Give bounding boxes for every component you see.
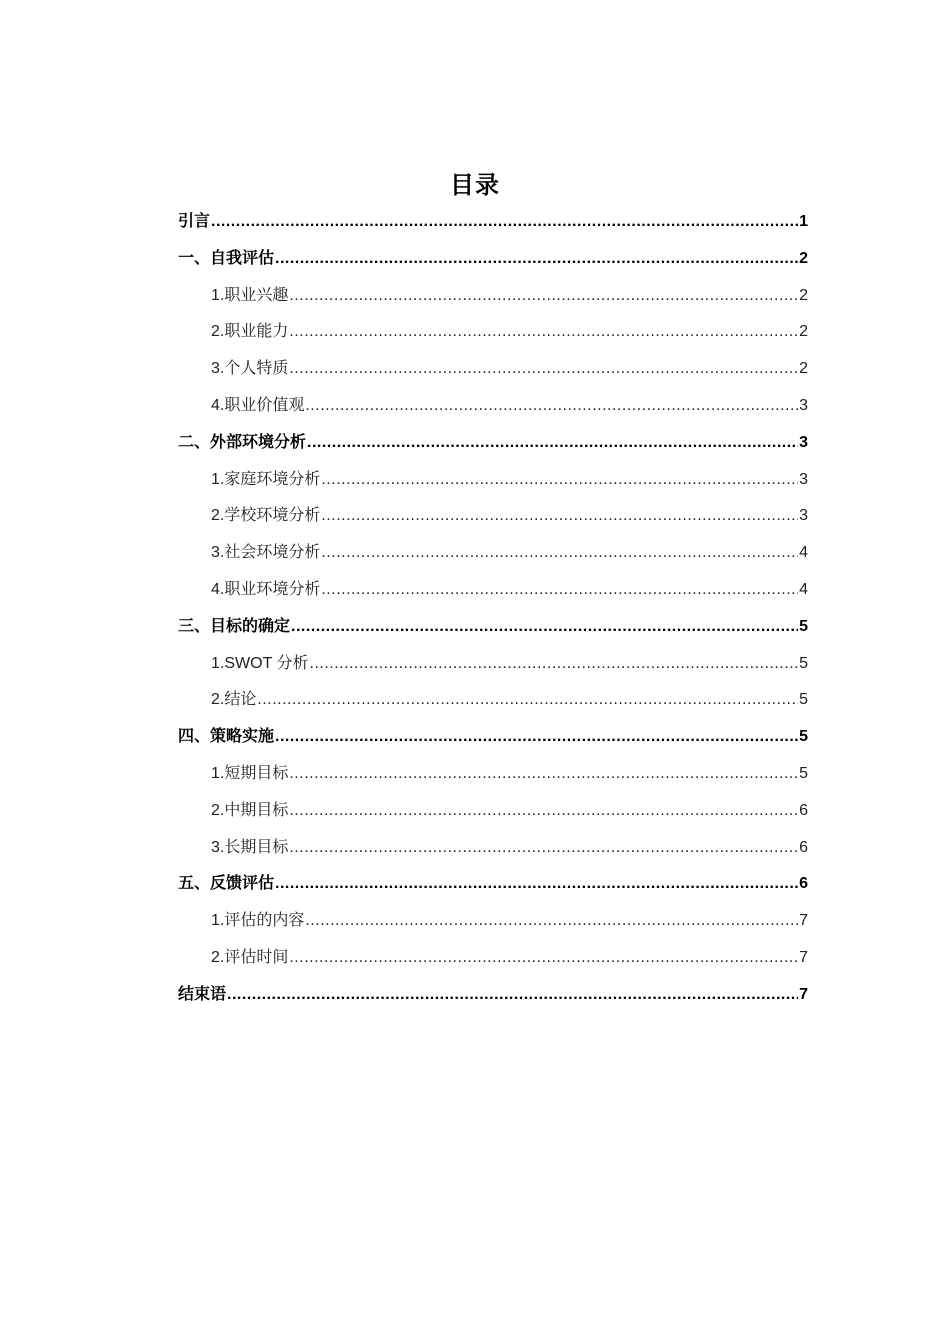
toc-title: 目录: [450, 172, 500, 199]
toc-chapter-entry[interactable]: [178, 977, 808, 1014]
toc-section-entry[interactable]: [178, 278, 808, 315]
toc-dot-leader: [289, 793, 798, 830]
toc-chapter-entry[interactable]: [178, 609, 808, 646]
toc-page-number: 4: [799, 580, 808, 598]
toc-entry-label: 1.SWOT 分析: [211, 654, 309, 672]
toc-entry-label: 三、目标的确定: [178, 617, 291, 635]
toc-entry-label: 结束语: [178, 985, 227, 1003]
toc-page-number: 4: [799, 544, 808, 562]
toc-entry-label: 1.评估的内容: [211, 912, 305, 930]
toc-entry-label: 2.学校环境分析: [211, 507, 321, 525]
toc-page-number: 5: [799, 654, 808, 672]
toc-page-number: 6: [799, 875, 808, 893]
toc-page-number: 5: [799, 617, 808, 635]
table-of-contents: [178, 204, 808, 1014]
toc-dot-leader: [289, 830, 798, 867]
toc-dot-leader: [305, 903, 798, 940]
toc-section-entry[interactable]: [178, 830, 808, 867]
toc-chapter-entry[interactable]: [178, 866, 808, 903]
toc-page-number: 2: [799, 360, 808, 378]
toc-chapter-entry[interactable]: [178, 425, 808, 462]
toc-entry-label: 1.家庭环境分析: [211, 470, 321, 488]
toc-entry-label: 四、策略实施: [178, 728, 275, 746]
toc-entry-label: 3.长期目标: [211, 838, 289, 856]
toc-page-number: 1: [799, 213, 808, 230]
toc-page-number: 3: [799, 433, 808, 451]
toc-entry-label: 3.个人特质: [211, 360, 289, 378]
toc-dot-leader: [289, 278, 798, 315]
toc-dot-leader: [307, 425, 798, 462]
toc-section-entry[interactable]: [178, 940, 808, 977]
toc-dot-leader: [257, 682, 798, 719]
toc-page-number: 3: [799, 396, 808, 414]
toc-dot-leader: [305, 388, 798, 425]
toc-page-number: 6: [799, 838, 808, 856]
toc-entry-label: 2.中期目标: [211, 801, 289, 819]
toc-entry-label: 2.职业能力: [211, 323, 289, 341]
toc-page-number: 7: [799, 985, 808, 1003]
toc-section-entry[interactable]: [178, 793, 808, 830]
toc-entry-label: 2.评估时间: [211, 948, 289, 966]
toc-dot-leader: [227, 977, 798, 1014]
toc-dot-leader: [289, 940, 798, 977]
toc-dot-leader: [275, 719, 798, 756]
toc-dot-leader: [275, 241, 798, 278]
toc-entry-label: 二、外部环境分析: [178, 433, 307, 451]
toc-chapter-entry[interactable]: [178, 204, 808, 241]
toc-section-entry[interactable]: [178, 756, 808, 793]
toc-section-entry[interactable]: [178, 572, 808, 609]
toc-entry-label: 五、反馈评估: [178, 875, 275, 893]
toc-section-entry[interactable]: [178, 646, 808, 683]
toc-page-number: 3: [799, 470, 808, 488]
toc-section-entry[interactable]: [178, 351, 808, 388]
toc-dot-leader: [321, 572, 798, 609]
toc-page-number: 7: [799, 912, 808, 930]
toc-page-number: 7: [799, 948, 808, 966]
toc-page-number: 5: [799, 691, 808, 709]
toc-entry-label: 一、自我评估: [178, 249, 275, 267]
toc-dot-leader: [310, 646, 799, 683]
toc-entry-label: 4.职业价值观: [211, 396, 305, 414]
toc-chapter-entry[interactable]: [178, 719, 808, 756]
toc-section-entry[interactable]: [178, 498, 808, 535]
toc-dot-leader: [291, 609, 798, 646]
toc-chapter-entry[interactable]: [178, 241, 808, 278]
toc-page-number: 2: [799, 249, 808, 267]
toc-entry-label: 1.职业兴趣: [211, 286, 289, 304]
toc-dot-leader: [289, 351, 798, 388]
toc-entry-label: 1.短期目标: [211, 764, 289, 782]
toc-dot-leader: [289, 756, 798, 793]
toc-section-entry[interactable]: [178, 314, 808, 351]
toc-dot-leader: [321, 535, 798, 572]
toc-dot-leader: [211, 204, 798, 241]
toc-dot-leader: [289, 314, 798, 351]
toc-dot-leader: [275, 866, 798, 903]
toc-page-number: 2: [799, 323, 808, 341]
toc-section-entry[interactable]: [178, 903, 808, 940]
toc-section-entry[interactable]: [178, 535, 808, 572]
toc-entry-label: 3.社会环境分析: [211, 544, 321, 562]
toc-page-number: 5: [799, 764, 808, 782]
toc-section-entry[interactable]: [178, 682, 808, 719]
toc-section-entry[interactable]: [178, 462, 808, 499]
toc-entry-label: 2.结论: [211, 691, 257, 709]
toc-section-entry[interactable]: [178, 388, 808, 425]
toc-entry-label: 引言: [178, 213, 211, 230]
toc-page-number: 3: [799, 507, 808, 525]
toc-page-number: 2: [799, 286, 808, 304]
toc-page-number: 5: [799, 728, 808, 746]
toc-dot-leader: [321, 498, 798, 535]
toc-page-number: 6: [799, 801, 808, 819]
toc-entry-label: 4.职业环境分析: [211, 580, 321, 598]
toc-dot-leader: [321, 462, 798, 499]
